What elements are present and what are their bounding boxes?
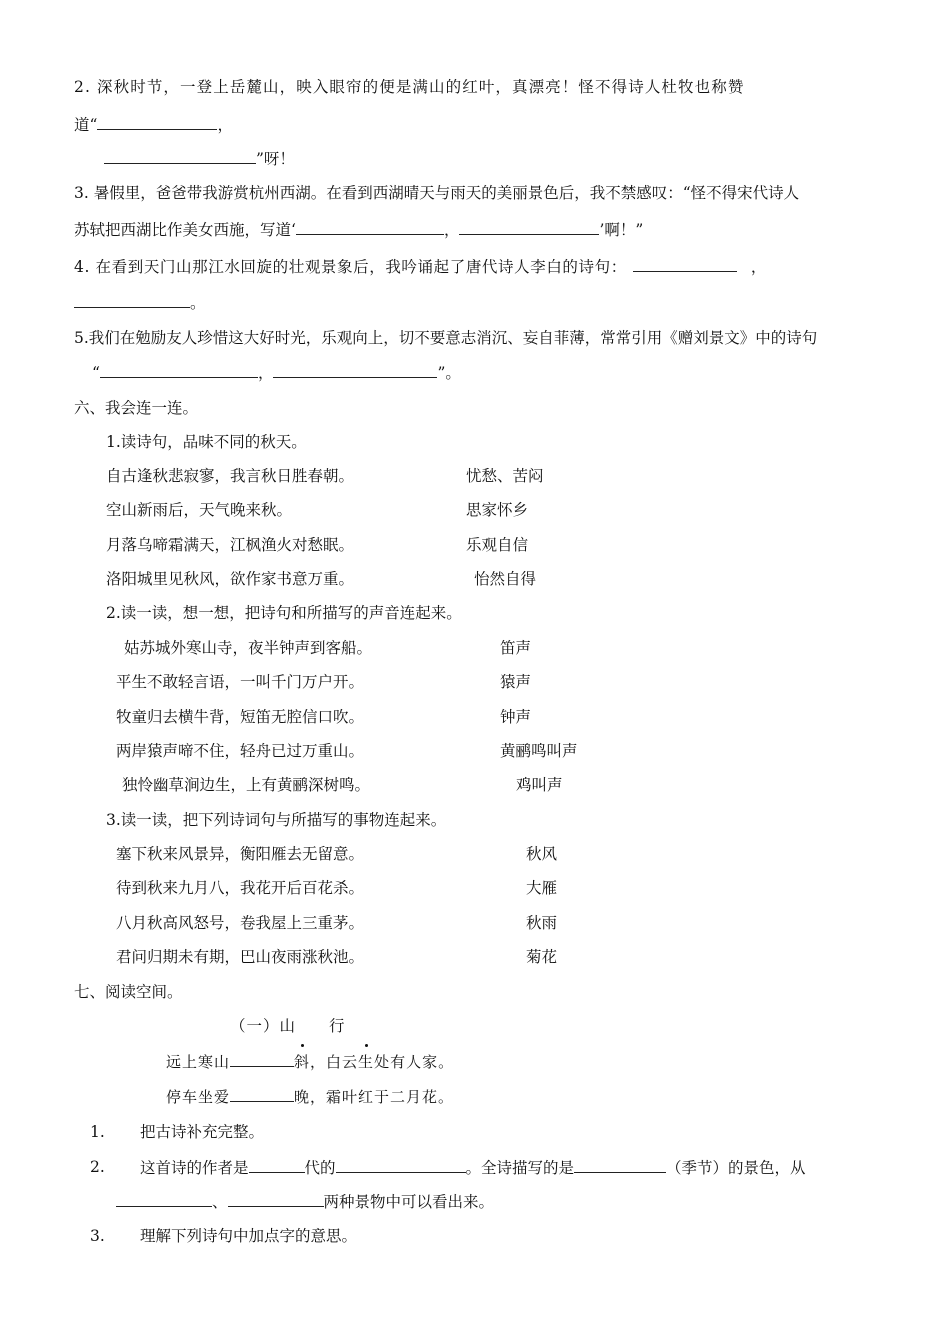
q6-part1-right-0[interactable]: 忧愁、苦闷 (466, 467, 544, 485)
answer-blank[interactable] (230, 1085, 294, 1102)
q5-item2-line3 (104, 147, 295, 170)
q6-part3-left-2[interactable]: 八月秋高风怒号，卷我屋上三重茅。 (116, 914, 365, 932)
q6-part1-left-1[interactable]: 空山新雨后，天气晚来秋。 (106, 501, 293, 519)
q5-item2-prefix: 道“ (74, 116, 98, 134)
poem-line1-part-e: 处有人家。 (374, 1053, 455, 1071)
q5-item4-comma: ， (750, 258, 767, 276)
q5-item4-text: 4. 在看到天门山那江水回旋的壮观景象后，我吟诵起了唐代诗人李白的诗句： (74, 258, 627, 276)
q6-part2-left-3[interactable]: 两岸猿声啼不住，轻舟已过万重山。 (116, 742, 365, 760)
q6-part2-title: 2.读一读，想一想，把诗句和所描写的声音连起来。 (106, 604, 462, 622)
q6-part1-right-1[interactable]: 思家怀乡 (466, 501, 529, 519)
q6-part3-left-1[interactable]: 待到秋来九月八，我花开后百花杀。 (116, 879, 365, 897)
q5-item2-line1 (74, 76, 744, 98)
q6-part2-left-0[interactable]: 姑苏城外寒山寺，夜半钟声到客船。 (124, 639, 373, 657)
q5-item2-suffix: ”呀！ (256, 150, 295, 168)
q7-item2-part-e: 、 (212, 1193, 228, 1211)
q5-item5-line2 (92, 361, 461, 384)
poem-line1-part-c: ，白云 (310, 1053, 359, 1071)
answer-blank[interactable] (574, 1156, 666, 1173)
q5-item4-line1 (74, 255, 767, 278)
q6-part2-right-1[interactable]: 猿声 (500, 673, 532, 691)
q7-item2-part-d: （季节）的景色，从 (666, 1159, 806, 1177)
answer-blank[interactable] (459, 218, 599, 235)
q5-item5-text: 5.我们在勉励友人珍惜这大好时光，乐观向上，切不要意志消沉、妄自菲薄，常常引用《赠刘景文》中的诗句 (74, 329, 818, 347)
answer-blank[interactable] (296, 218, 444, 235)
answer-blank[interactable] (100, 361, 258, 378)
q7-item3-number: 3. (90, 1227, 105, 1245)
q5-item2-comma: ， (217, 116, 233, 134)
answer-blank[interactable] (249, 1156, 305, 1173)
poem-line-2 (166, 1085, 454, 1108)
q7-item2-part-a: 这首诗的作者是 (140, 1159, 249, 1177)
q6-part2-right-0[interactable]: 笛声 (500, 639, 532, 657)
q7-item2-line2 (116, 1190, 494, 1213)
q6-part1-right-2[interactable]: 乐观自信 (466, 536, 529, 554)
answer-blank[interactable] (273, 361, 437, 378)
q7-item1-text: 把古诗补充完整。 (140, 1123, 265, 1141)
q6-part2-right-3[interactable]: 黄鹂鸣叫声 (500, 742, 578, 760)
poem-line2-part-a: 停车坐爱 (166, 1088, 231, 1106)
q5-item3-line2 (74, 218, 643, 241)
q7-item2-line1 (140, 1156, 806, 1179)
section-7-title: 七、阅读空间。 (74, 983, 183, 1001)
q7-item2-part-c: 。全诗描写的是 (465, 1159, 575, 1177)
answer-blank[interactable] (116, 1190, 212, 1207)
q5-item3-text: 3. 暑假里，爸爸带我游赏杭州西湖。在看到西湖晴天与雨天的美丽景色后，我不禁感叹：“怪不得宋代诗人 (74, 184, 800, 202)
q6-part1-left-3[interactable]: 洛阳城里见秋风，欲作家书意万重。 (106, 570, 355, 588)
q6-part3-left-3[interactable]: 君问归期未有期，巴山夜雨涨秋池。 (116, 948, 365, 966)
q6-part2-left-4[interactable]: 独怜幽草涧边生，上有黄鹂深树鸣。 (122, 776, 371, 794)
q5-item5-prefix: “ (92, 364, 100, 382)
q7-item2-part-b: 代的 (304, 1159, 336, 1177)
answer-blank[interactable] (104, 147, 256, 164)
q6-part3-right-0[interactable]: 秋风 (526, 845, 558, 863)
q5-item4-period: 。 (190, 294, 206, 312)
poem-title: （一）山 行 (230, 1017, 346, 1035)
q7-item2-part-f: 两种景物中可以看出来。 (323, 1193, 495, 1211)
q5-item2-line2 (74, 113, 233, 136)
dotted-char: 生 (358, 1053, 375, 1071)
q5-item5-comma: ， (257, 364, 274, 382)
answer-blank[interactable] (230, 1050, 294, 1067)
q5-item4-line2 (74, 291, 206, 314)
answer-blank[interactable] (336, 1156, 466, 1173)
q6-part1-title: 1.读诗句，品味不同的秋天。 (106, 433, 307, 451)
q6-part1-right-3[interactable]: 怡然自得 (474, 570, 537, 588)
q6-part3-right-1[interactable]: 大雁 (526, 879, 558, 897)
q5-item3-suffix: ’啊！” (599, 221, 644, 239)
q6-part3-right-2[interactable]: 秋雨 (526, 914, 558, 932)
q6-part1-left-2[interactable]: 月落乌啼霜满天，江枫渔火对愁眠。 (106, 536, 355, 554)
poem-line2-part-b: 晚，霜叶红于二月花。 (294, 1088, 455, 1106)
q7-item1-number: 1. (90, 1123, 105, 1141)
q6-part2-left-2[interactable]: 牧童归去横牛背，短笛无腔信口吹。 (116, 708, 365, 726)
q5-item5-suffix: ”。 (437, 364, 461, 382)
q6-part3-title: 3.读一读，把下列诗词句与所描写的事物连起来。 (106, 811, 447, 829)
q5-item3-line1 (74, 182, 799, 204)
section-6-title: 六、我会连一连。 (74, 399, 199, 417)
q6-part3-right-3[interactable]: 菊花 (526, 948, 558, 966)
q7-item2-number: 2. (90, 1158, 105, 1176)
answer-blank[interactable] (228, 1190, 324, 1207)
poem-line1-part-a: 远上寒山 (166, 1053, 231, 1071)
answer-blank[interactable] (633, 255, 737, 272)
q6-part2-right-4[interactable]: 鸡叫声 (516, 776, 563, 794)
q5-item2-text: 2. 深秋时节，一登上岳麓山，映入眼帘的便是满山的红叶，真漂亮！怪不得诗人杜牧也称赞 (74, 78, 745, 96)
q6-part2-right-2[interactable]: 钟声 (500, 708, 532, 726)
poem-line-1 (166, 1050, 454, 1073)
q6-part3-left-0[interactable]: 塞下秋来风景异，衡阳雁去无留意。 (116, 845, 365, 863)
q5-item5-line1 (74, 327, 817, 349)
q6-part1-left-0[interactable]: 自古逢秋悲寂寥，我言秋日胜春朝。 (106, 467, 355, 485)
q7-item3-text: 理解下列诗句中加点字的意思。 (140, 1227, 358, 1245)
dotted-char: 斜 (294, 1053, 311, 1071)
q5-item3-prefix: 苏轼把西湖比作美女西施，写道‘ (74, 221, 296, 239)
q6-part2-left-1[interactable]: 平生不敢轻言语，一叫千门万户开。 (116, 673, 365, 691)
q5-item3-comma: ， (443, 221, 460, 239)
answer-blank[interactable] (97, 113, 217, 130)
answer-blank[interactable] (74, 291, 190, 308)
